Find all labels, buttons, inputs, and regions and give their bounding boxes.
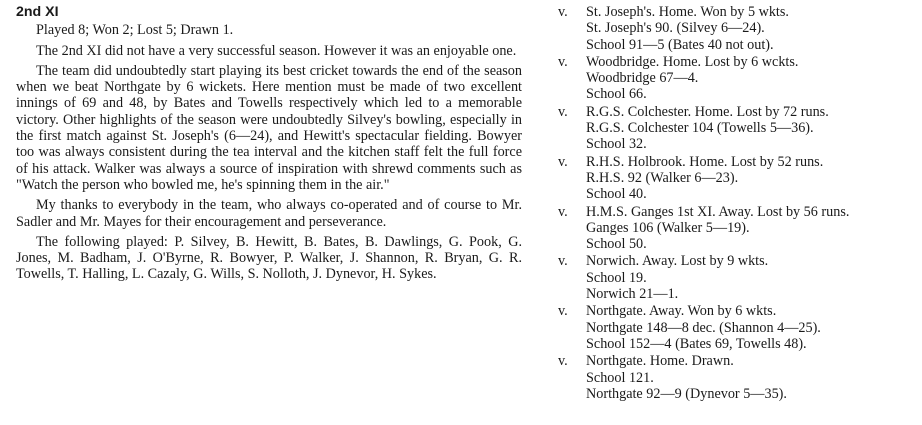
match-result — [558, 253, 914, 302]
score-line: R.H.S. 92 (Walker 6—23). — [586, 169, 739, 186]
match-heading: St. Joseph's. Home. Won by 5 wkts. — [586, 4, 789, 20]
versus-label: v. — [558, 53, 568, 70]
score-line: School 32. — [586, 136, 647, 153]
match-result — [558, 204, 914, 253]
match-result — [558, 104, 914, 153]
match-heading: Northgate. Away. Won by 6 wkts. — [586, 303, 777, 320]
score-line: School 121. — [586, 369, 654, 386]
versus-label: v. — [558, 153, 568, 170]
score-line: Norwich 21—1. — [586, 286, 679, 303]
versus-label: v. — [558, 4, 568, 20]
match-result — [558, 303, 914, 352]
match-result — [558, 54, 914, 103]
score-line: School 152—4 (Bates 69, Towells 48). — [586, 335, 807, 352]
section-title: 2nd XI — [16, 4, 59, 20]
score-line: St. Joseph's 90. (Silvey 6—24). — [586, 20, 765, 37]
match-result — [558, 154, 914, 203]
report-paragraph-2: The team did undoubtedly start playing its best cricket towards the end of the season when we beat Northgate by 6 wickets. Here mention must be made of two excellent innings of 69 and 48, by Bates and Towells respectively which led to a memorable victory. Other highlights of the season were undoubtedly Silvey's bowling, especially in the first match against St. Joseph's (6—24), and Hewitt's spectacular fielding. Bowyer too was always consistent during the tea interval and the kitchen staff felt the full force of his attack. Walker was always a source of inspiration with shrewd comments such as "Watch the person who bowled me, he's spinning them in the air." — [16, 62, 522, 193]
score-line: Northgate 92—9 (Dynevor 5—35). — [586, 385, 787, 402]
versus-label: v. — [558, 103, 568, 120]
report-paragraph-3: My thanks to everybody in the team, who always co-operated and of course to Mr. Sadler and Mr. Mayes for their encouragement and perseverance. — [16, 197, 522, 230]
score-line: R.G.S. Colchester 104 (Towells 5—36). — [586, 120, 814, 137]
match-heading: H.M.S. Ganges 1st XI. Away. Lost by 56 runs. — [586, 203, 850, 220]
versus-label: v. — [558, 303, 568, 320]
score-line: School 19. — [586, 269, 647, 286]
score-line: School 91—5 (Bates 40 not out). — [586, 36, 774, 53]
report-paragraph-4: The following played: P. Silvey, B. Hewitt, B. Bates, B. Dawlings, G. Pook, G. Jones, M. Badham, J. O'Byrne, R. Bowyer, P. Walker, J. Shannon, R. Bryan, G. R. Towells, T. Halling, L. Cazaly, G. Wills, S. Nolloth, J. Dynevor, H. Sykes. — [16, 233, 522, 283]
match-heading: R.G.S. Colchester. Home. Lost by 72 runs. — [586, 103, 829, 120]
match-heading: Norwich. Away. Lost by 9 wkts. — [586, 253, 769, 270]
score-line: Ganges 106 (Walker 5—19). — [586, 219, 750, 236]
match-heading: Woodbridge. Home. Lost by 6 wckts. — [586, 53, 799, 70]
versus-label: v. — [558, 253, 568, 270]
versus-label: v. — [558, 353, 568, 370]
versus-label: v. — [558, 203, 568, 220]
score-line: School 66. — [586, 86, 647, 103]
season-record: Played 8; Won 2; Lost 5; Drawn 1. — [36, 22, 234, 39]
results-column — [558, 4, 914, 403]
match-result — [558, 353, 914, 402]
match-result — [558, 4, 914, 53]
score-line: School 40. — [586, 186, 647, 203]
match-heading: Northgate. Home. Drawn. — [586, 353, 734, 370]
score-line: Northgate 148—8 dec. (Shannon 4—25). — [586, 319, 821, 336]
report-paragraph-1: The 2nd XI did not have a very successful season. However it was an enjoyable one. — [36, 42, 517, 59]
score-line: Woodbridge 67—4. — [586, 70, 699, 87]
report-column — [16, 4, 522, 287]
match-heading: R.H.S. Holbrook. Home. Lost by 52 runs. — [586, 153, 824, 170]
score-line: School 50. — [586, 236, 647, 253]
